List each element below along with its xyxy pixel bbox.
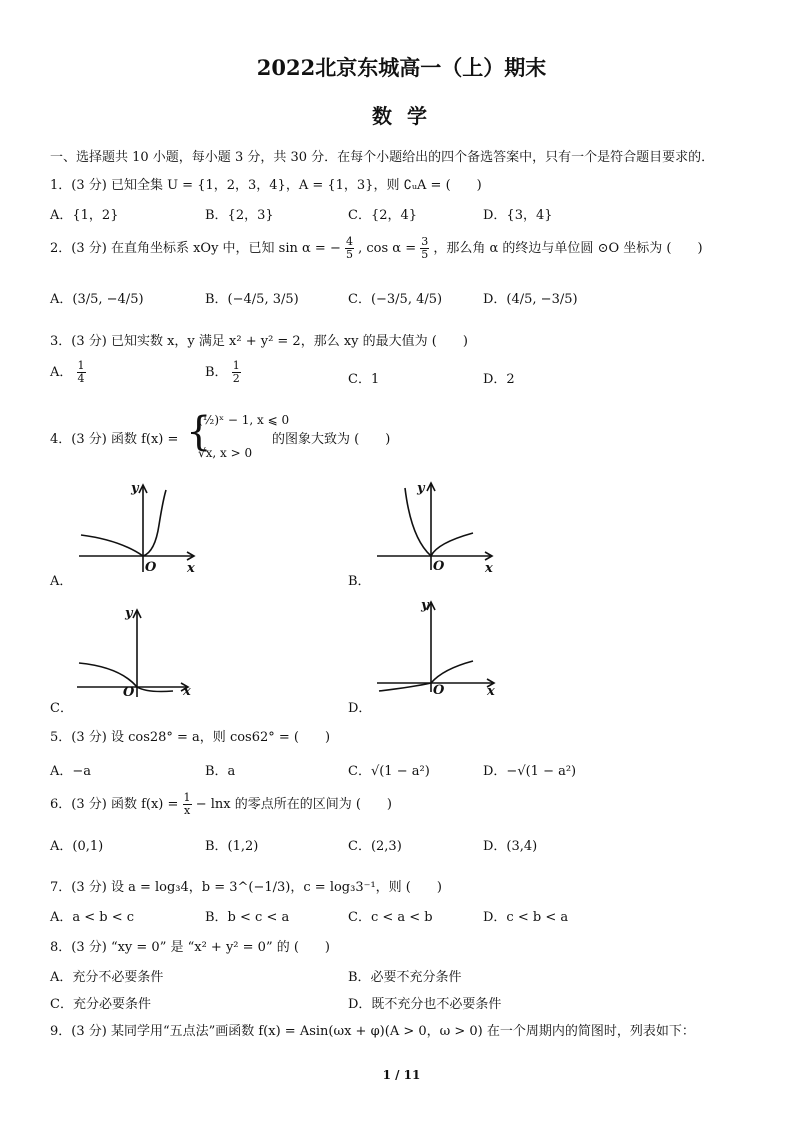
q6-option-c: C．(2,3) (348, 839, 402, 854)
q2-option-a: A．(3/5, −4/5) (50, 292, 144, 307)
q3-option-b-label: B． (205, 365, 228, 380)
q4-graph-d (373, 597, 503, 699)
q7-option-d: D．c < b < a (483, 910, 569, 925)
q5-option-c: C．√(1 − a²) (348, 764, 430, 779)
q4-piece-2: √x, x > 0 (198, 446, 253, 460)
q3-b-num: 1 (232, 359, 240, 372)
q6-option-d: D．(3,4) (483, 839, 538, 854)
q2-stem-c: ，那么角 α 的终边与单位圆 ⊙O 坐标为 ( ) (433, 241, 703, 256)
q4-stem: 4．(3 分) 函数 f(x) = (50, 432, 179, 447)
section-intro: 一、选择题共 10 小题，每小题 3 分，共 30 分．在每个小题给出的四个备选答案中，只有一个是符合题目要求的． (50, 150, 715, 165)
q6-stem-b: − lnx 的零点所在的区间为 ( ) (195, 797, 392, 812)
q3-option-d: D．2 (483, 372, 515, 387)
q8-option-d: D．既不充分也不必要条件 (348, 997, 502, 1012)
q2-stem-a: 2．(3 分) 在直角坐标系 xOy 中，已知 sin α = − (50, 241, 341, 256)
q1-option-d: D．{3，4} (483, 208, 553, 223)
q7-option-b: B．b < c < a (205, 910, 290, 925)
q2-stem-b: , cos α = (358, 241, 417, 256)
origin-label: O (433, 559, 445, 574)
y-label: y (131, 481, 139, 496)
curve (81, 490, 166, 556)
q6-option-a: A．(0,1) (50, 839, 104, 854)
q2-frac-sin-den: 5 (345, 248, 353, 261)
q6-stem (50, 792, 392, 817)
q3-stem: 3．(3 分) 已知实数 x，y 满足 x² + y² = 2，那么 xy 的最大值为 ( ) (50, 334, 468, 349)
q6-frac (183, 792, 192, 817)
q6-stem-a: 6．(3 分) 函数 f(x) = (50, 797, 179, 812)
x-label: x (485, 561, 493, 576)
origin-label: O (433, 683, 445, 698)
q4-option-c: C． (50, 701, 73, 716)
origin-label: O (145, 560, 157, 575)
q2-stem (50, 236, 703, 261)
origin-label: O (123, 685, 135, 700)
q2-frac-cos (420, 236, 429, 261)
q3-a-num: 1 (77, 359, 85, 372)
x-label: x (183, 684, 191, 699)
q8-stem: 8．(3 分) “xy = 0” 是 “x² + y² = 0” 的 ( ) (50, 940, 330, 955)
q4-piece-1: (½)ˣ − 1, x ⩽ 0 (198, 413, 290, 427)
q5-option-a: A．−a (50, 764, 92, 779)
q8-option-c: C．充分必要条件 (50, 997, 151, 1012)
q3-option-b-frac (232, 360, 241, 385)
curve (405, 488, 473, 556)
q8-option-b: B．必要不充分条件 (348, 970, 462, 985)
q4-option-a: A． (50, 574, 73, 589)
q8-option-a: A．充分不必要条件 (50, 970, 164, 985)
q7-option-c: C．c < a < b (348, 910, 433, 925)
q3-b-den: 2 (232, 372, 240, 385)
q6-frac-den: x (183, 804, 191, 817)
q2-frac-cos-num: 3 (421, 235, 429, 248)
q3-option-b (205, 360, 241, 385)
y-label: y (417, 481, 425, 496)
q4-graph-b (373, 478, 503, 576)
q3-option-c: C．1 (348, 372, 380, 387)
q3-option-a-frac (77, 360, 86, 385)
q5-stem: 5．(3 分) 设 cos28° = a，则 cos62° = ( ) (50, 730, 331, 745)
q9-stem: 9．(3 分) 某同学用“五点法”画函数 f(x) = Asin(ωx + φ)(A > 0，ω > 0) 在一个周期内的简图时，列表如下： (50, 1024, 695, 1039)
q2-option-d: D．(4/5, −3/5) (483, 292, 578, 307)
q4-graph-c (75, 603, 205, 698)
q6-frac-num: 1 (183, 791, 191, 804)
q2-frac-sin (345, 236, 354, 261)
x-label: x (187, 561, 195, 576)
q4-graph-a (75, 480, 205, 575)
q1-option-b: B．{2，3} (205, 208, 274, 223)
q1-option-a: A．{1，2} (50, 208, 119, 223)
q2-frac-sin-num: 4 (345, 235, 353, 248)
q7-stem: 7．(3 分) 设 a = log₃4，b = 3^(−1/3)，c = log₃3⁻¹，则 ( ) (50, 880, 442, 895)
subject-title: 数 学 (372, 104, 431, 128)
x-label: x (487, 684, 495, 699)
page-title: 2022北京东城高一（上）期末 (256, 55, 547, 80)
q4-tail: 的图象大致为 ( ) (272, 432, 391, 447)
q4-option-d: D． (348, 701, 372, 716)
page-number: 1 / 11 (382, 1068, 421, 1082)
q3-option-a-label: A． (50, 365, 73, 380)
curve (379, 661, 473, 691)
q1-stem: 1．(3 分) 已知全集 U = {1，2，3，4}，A = {1，3}，则 ∁ᵤA = ( ) (50, 178, 482, 193)
q4-brace: { (186, 409, 212, 455)
q5-option-b: B．a (205, 764, 236, 779)
y-label: y (421, 598, 429, 613)
q7-option-a: A．a < b < c (50, 910, 135, 925)
q1-option-c: C．{2，4} (348, 208, 418, 223)
q6-option-b: B．(1,2) (205, 839, 259, 854)
q3-option-a (50, 360, 86, 385)
q4-option-b: B． (348, 574, 371, 589)
y-label: y (125, 606, 133, 621)
q5-option-d: D．−√(1 − a²) (483, 764, 577, 779)
q2-option-b: B．(−4/5, 3/5) (205, 292, 299, 307)
q3-a-den: 4 (77, 372, 85, 385)
q2-option-c: C．(−3/5, 4/5) (348, 292, 443, 307)
q2-frac-cos-den: 5 (421, 248, 429, 261)
